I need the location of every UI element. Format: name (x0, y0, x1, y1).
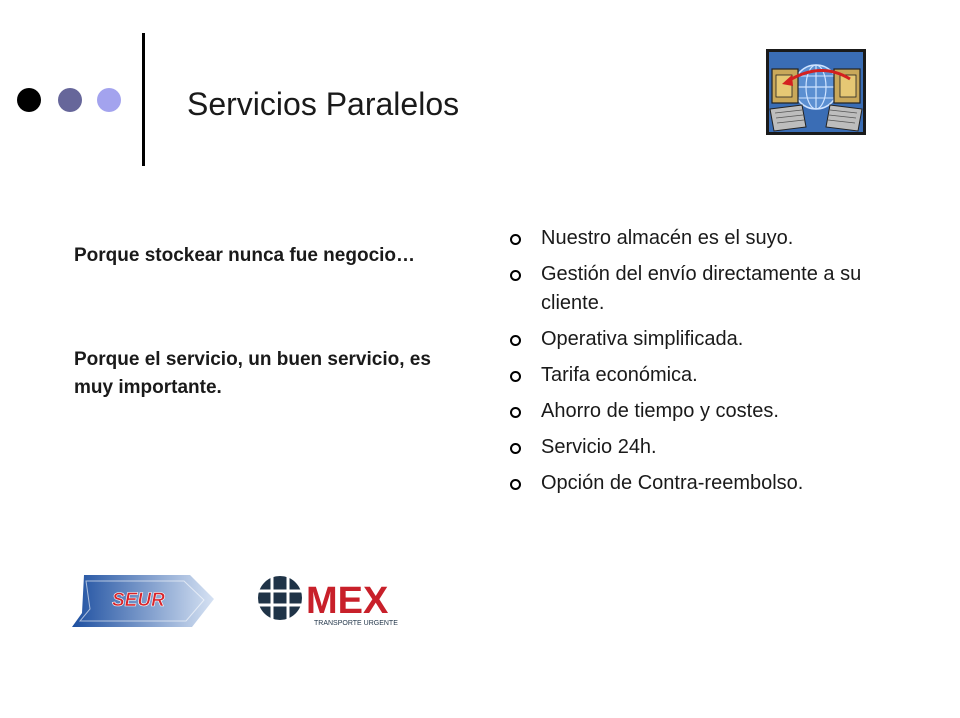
mex-logo-tagline: TRANSPORTE URGENTE (314, 620, 398, 627)
bullet-item (508, 469, 928, 498)
left-paragraph-1: Porque stockear nunca fue negocio… (74, 245, 416, 266)
bullet-text: Nuestro almacén es el suyo. (541, 227, 794, 249)
bullet-item (508, 397, 928, 426)
slide-title: Servicios Paralelos (187, 86, 460, 122)
decorative-dot-lavender (97, 88, 121, 112)
mex-logo (254, 574, 400, 628)
seur-logo-text: SEUR (112, 590, 165, 611)
bullet-ring-icon (510, 479, 521, 490)
mex-logo-text: MEX (306, 580, 389, 622)
bullet-item (508, 224, 928, 253)
bullet-ring-icon (510, 371, 521, 382)
bullet-ring-icon (510, 234, 521, 245)
bullet-text: Opción de Contra-reembolso. (541, 472, 804, 494)
bullet-ring-icon (510, 335, 521, 346)
decorative-dot-purple (58, 88, 82, 112)
bullet-item (508, 433, 928, 462)
bullet-item (508, 325, 928, 354)
bullet-item (508, 260, 928, 318)
bullet-list (508, 224, 928, 505)
bullet-text: Tarifa económica. (541, 364, 698, 386)
seur-logo (72, 573, 214, 629)
network-computers-icon (766, 49, 866, 135)
bullet-ring-icon (510, 407, 521, 418)
left-paragraph-2: Porque el servicio, un buen servicio, es muy importante. (74, 349, 431, 398)
bullet-ring-icon (510, 270, 521, 281)
decorative-dot-black (17, 88, 41, 112)
bullet-text: Servicio 24h. (541, 436, 657, 458)
bullet-text: Gestión del envío directamente a su cliente. (541, 263, 862, 314)
title-divider (142, 33, 145, 166)
bullet-text: Operativa simplificada. (541, 328, 744, 350)
bullet-item (508, 361, 928, 390)
bullet-text: Ahorro de tiempo y costes. (541, 400, 779, 422)
bullet-ring-icon (510, 443, 521, 454)
